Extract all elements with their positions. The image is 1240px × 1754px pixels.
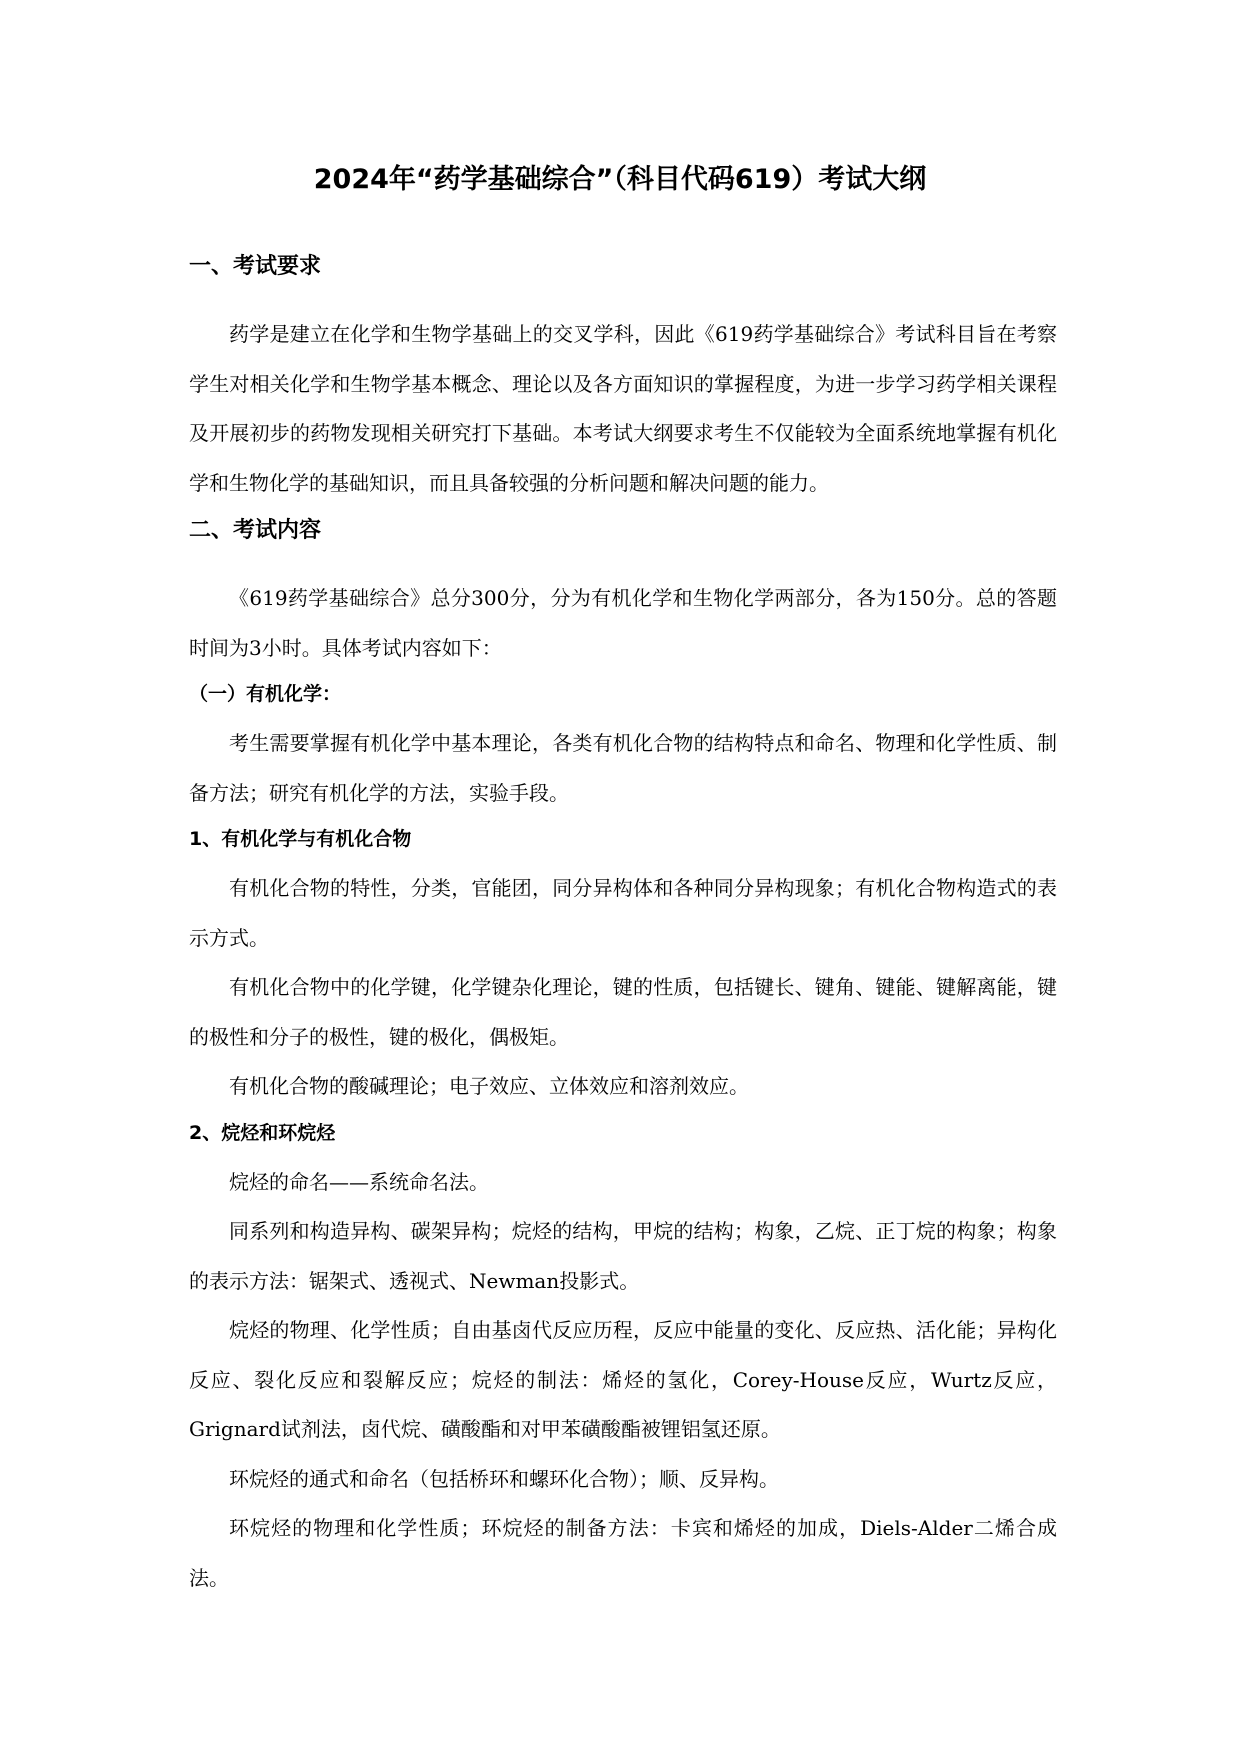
- subsection-heading-organic-chemistry: （一）有机化学：: [189, 683, 342, 705]
- document-body: [189, 250, 1057, 1603]
- paragraph-topic2-5: 环烷烃的物理和化学性质；环烷烃的制备方法：卡宾和烯烃的加成，Diels-Alder二烯合成法。: [189, 1516, 1057, 1590]
- paragraph-topic1-1: 有机化合物的特性，分类，官能团，同分异构体和各种同分异构现象；有机化合物构造式的表示方式。: [189, 876, 1057, 950]
- paragraph-topic2-2: 同系列和构造异构、碳架异构；烷烃的结构，甲烷的结构；构象，乙烷、正丁烷的构象；构象的表示方法：锯架式、透视式、Newman投影式。: [189, 1219, 1057, 1293]
- topic-heading-organic-compounds: 1、有机化学与有机化合物: [189, 828, 412, 850]
- paragraph-exam-requirements: 药学是建立在化学和生物学基础上的交叉学科，因此《619药学基础综合》考试科目旨在考察学生对相关化学和生物学基本概念、理论以及各方面知识的掌握程度，为进一步学习药学相关课程及开展初步的药物发现相关研究打下基础。本考试大纲要求考生不仅能较为全面系统地掌握有机化学和生物化学的基础知识，而且具备较强的分析问题和解决问题的能力。: [189, 322, 1057, 495]
- paragraph-topic1-2: 有机化合物中的化学键，化学键杂化理论，键的性质，包括键长、键角、键能、键解离能，键的极性和分子的极性，键的极化，偶极矩。: [189, 975, 1057, 1049]
- paragraph-organic-intro: 考生需要掌握有机化学中基本理论，各类有机化合物的结构特点和命名、物理和化学性质、制备方法；研究有机化学的方法，实验手段。: [189, 731, 1057, 805]
- topic-heading-alkanes: 2、烷烃和环烷烃: [189, 1121, 336, 1144]
- document-title: 2024年“药学基础综合”（科目代码619）考试大纲: [313, 164, 927, 195]
- section-heading-exam-requirements: 一、考试要求: [189, 254, 322, 279]
- paragraph-topic2-1: 烷烃的命名——系统命名法。: [229, 1169, 489, 1194]
- paragraph-topic2-4: 环烷烃的通式和命名（包括桥环和螺环化合物）；顺、反异构。: [229, 1466, 779, 1491]
- paragraph-exam-content: 《619药学基础综合》总分300分，分为有机化学和生物化学两部分，各为150分。总的答题时间为3小时。具体考试内容如下：: [189, 586, 1057, 660]
- paragraph-topic1-3: 有机化合物的酸碱理论；电子效应、立体效应和溶剂效应。: [229, 1074, 749, 1098]
- paragraph-topic2-3: 烷烃的物理、化学性质；自由基卤代反应历程，反应中能量的变化、反应热、活化能；异构化反应、裂化反应和裂解反应；烷烃的制法：烯烃的氢化，Corey-House反应，Wurtz反应，Grignard试剂法，卤代烷、磺酸酯和对甲苯磺酸酯被锂铝氢还原。: [189, 1318, 1057, 1441]
- section-heading-exam-content: 二、考试内容: [189, 518, 322, 543]
